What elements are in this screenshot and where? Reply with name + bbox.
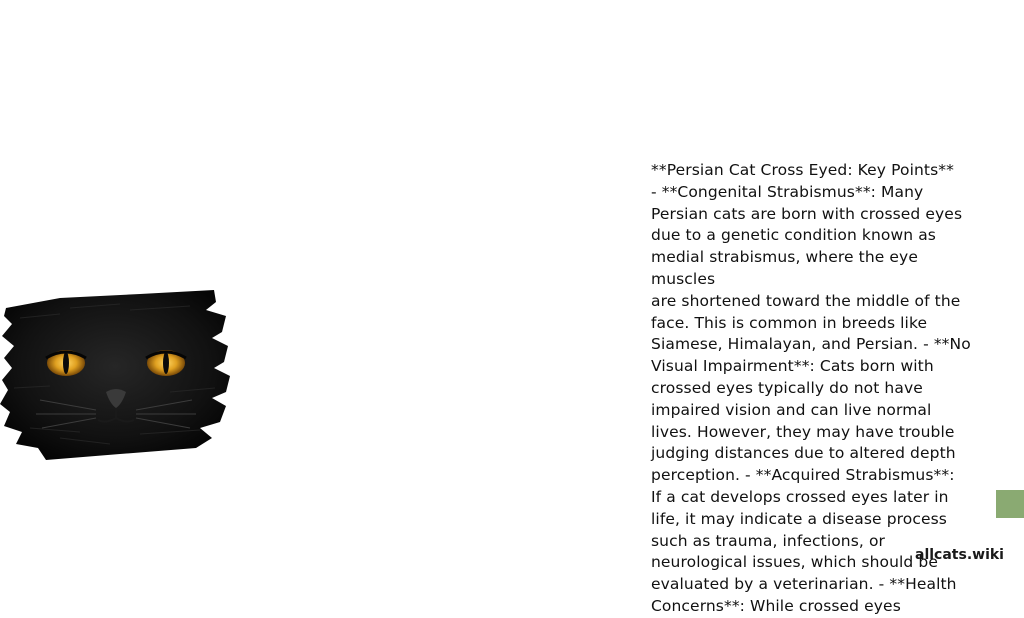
accent-square xyxy=(996,490,1024,518)
article-body: **Persian Cat Cross Eyed: Key Points** - **Congenital Strabismus**: Many Persian cats are born with crossed eyes due to a genetic condition known as medial strabismus, where the eye muscles are shortened toward the middle of the face. This is common in breeds like Siamese, Himalayan, and Persian. - **No Visual Impairment**: Cats born with crossed eyes typically do not have impaired vision and can live normal lives. However, they may have trouble judging distances due to altered depth perception. - **Acquired Strabismus**: If a cat develops crossed eyes later in life, it may indicate a disease process such as trauma, infections, or neurological issues, which should be evaluated by a veterinarian. - **Health Concerns**: While crossed eyes xyxy=(651,161,971,615)
site-watermark: allcats.wiki xyxy=(915,547,1004,563)
black-cat-illustration xyxy=(0,288,232,462)
brush-background xyxy=(0,290,230,460)
